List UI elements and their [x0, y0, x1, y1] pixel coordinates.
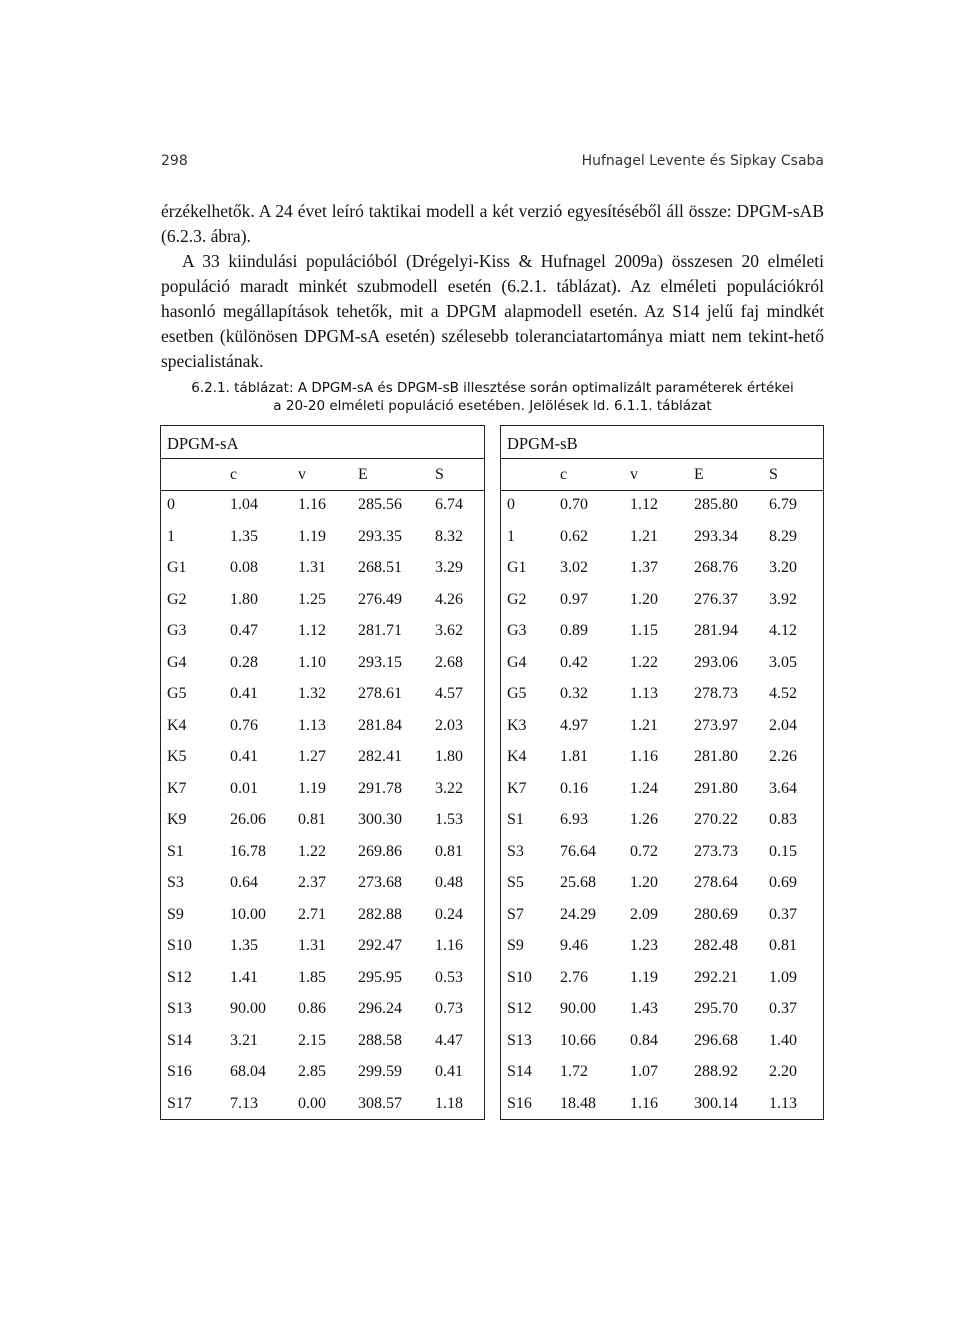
population-id-cell: K4: [507, 748, 527, 765]
value-cell: 0.16: [560, 779, 588, 797]
value-cell: 1.27: [298, 748, 326, 765]
value-cell: 4.52: [769, 685, 797, 702]
table-row: [501, 559, 823, 591]
value-cell: 0.64: [230, 874, 258, 891]
value-cell: 4.26: [435, 590, 463, 608]
population-id-cell: S13: [507, 1031, 532, 1049]
value-cell: 4.12: [769, 622, 797, 639]
value-cell: 288.58: [358, 1031, 402, 1049]
table-row: [161, 496, 484, 528]
value-cell: 26.06: [230, 811, 266, 828]
value-cell: 8.32: [435, 527, 463, 545]
value-cell: 288.92: [694, 1063, 738, 1080]
value-cell: 2.76: [560, 968, 588, 986]
population-id-cell: G3: [507, 622, 527, 639]
value-cell: 293.06: [694, 653, 738, 671]
value-cell: 285.80: [694, 496, 738, 513]
column-header: E: [694, 466, 704, 483]
table-row: [161, 843, 484, 875]
value-cell: 1.13: [630, 685, 658, 702]
value-cell: 4.47: [435, 1031, 463, 1049]
value-cell: 24.29: [560, 905, 596, 923]
table-row: [161, 528, 484, 560]
column-header: v: [298, 466, 306, 483]
header-divider: [161, 458, 484, 459]
value-cell: 1.12: [630, 496, 658, 513]
value-cell: 2.15: [298, 1031, 326, 1049]
table-row: [161, 1032, 484, 1064]
value-cell: 2.09: [630, 905, 658, 923]
table-row: [161, 748, 484, 780]
value-cell: 76.64: [560, 842, 596, 860]
value-cell: 0.53: [435, 968, 463, 986]
value-cell: 4.57: [435, 685, 463, 702]
value-cell: 278.73: [694, 685, 738, 702]
value-cell: 0.84: [630, 1031, 658, 1049]
value-cell: 1.20: [630, 874, 658, 891]
table-row: [501, 496, 823, 528]
value-cell: 0.00: [298, 1094, 326, 1112]
table-row: [161, 969, 484, 1001]
table-title: DPGM-sA: [167, 434, 239, 453]
table-title: DPGM-sB: [507, 434, 578, 453]
table-row: [501, 811, 823, 843]
value-cell: 300.14: [694, 1094, 738, 1112]
table-row: [161, 937, 484, 969]
value-cell: 276.49: [358, 590, 402, 608]
header-divider: [501, 458, 823, 459]
value-cell: 281.71: [358, 622, 402, 639]
value-cell: 1.31: [298, 937, 326, 954]
table-row: [501, 1032, 823, 1064]
body-text: [161, 199, 824, 374]
table-row: [501, 969, 823, 1001]
table-row: [161, 654, 484, 686]
running-head-authors: Hufnagel Levente és Sipkay Csaba: [581, 153, 824, 169]
value-cell: 269.86: [358, 842, 402, 860]
value-cell: 1.81: [560, 748, 588, 765]
population-id-cell: K7: [507, 779, 527, 797]
value-cell: 1.15: [630, 622, 658, 639]
table-row: [161, 780, 484, 812]
table-row: [161, 717, 484, 749]
value-cell: 292.21: [694, 968, 738, 986]
value-cell: 1.13: [769, 1094, 797, 1112]
value-cell: 282.48: [694, 937, 738, 954]
table-body: [501, 496, 823, 1126]
value-cell: 9.46: [560, 937, 588, 954]
table-row: [501, 937, 823, 969]
population-id-cell: S10: [167, 937, 192, 954]
value-cell: 1.40: [769, 1031, 797, 1049]
population-id-cell: G1: [507, 559, 527, 576]
value-cell: 0.37: [769, 1000, 797, 1017]
value-cell: 295.70: [694, 1000, 738, 1017]
value-cell: 0.72: [630, 842, 658, 860]
value-cell: 2.03: [435, 716, 463, 734]
table-row: [501, 843, 823, 875]
value-cell: 6.79: [769, 496, 797, 513]
table-row: [501, 748, 823, 780]
value-cell: 0.62: [560, 527, 588, 545]
population-id-cell: G5: [507, 685, 527, 702]
column-header: S: [435, 466, 444, 483]
value-cell: 1.21: [630, 527, 658, 545]
table-row: [501, 717, 823, 749]
value-cell: 0.89: [560, 622, 588, 639]
table-row: [161, 622, 484, 654]
value-cell: 0.81: [298, 811, 326, 828]
population-id-cell: S3: [167, 874, 184, 891]
table-row: [161, 559, 484, 591]
table-row: [501, 622, 823, 654]
value-cell: 4.97: [560, 716, 588, 734]
value-cell: 1.32: [298, 685, 326, 702]
value-cell: 1.20: [630, 590, 658, 608]
value-cell: 280.69: [694, 905, 738, 923]
value-cell: 3.05: [769, 653, 797, 671]
value-cell: 1.16: [298, 496, 326, 513]
value-cell: 3.02: [560, 559, 588, 576]
population-id-cell: 1: [167, 527, 175, 545]
value-cell: 1.16: [630, 748, 658, 765]
value-cell: 281.84: [358, 716, 402, 734]
table-row: [161, 906, 484, 938]
value-cell: 1.07: [630, 1063, 658, 1080]
value-cell: 90.00: [230, 1000, 266, 1017]
population-id-cell: S14: [167, 1031, 192, 1049]
value-cell: 1.23: [630, 937, 658, 954]
value-cell: 0.41: [435, 1063, 463, 1080]
value-cell: 291.78: [358, 779, 402, 797]
value-cell: 7.13: [230, 1094, 258, 1112]
population-id-cell: S16: [167, 1063, 192, 1080]
value-cell: 1.13: [298, 716, 326, 734]
table-row: [501, 1063, 823, 1095]
value-cell: 68.04: [230, 1063, 266, 1080]
value-cell: 10.00: [230, 905, 266, 923]
population-id-cell: G4: [167, 653, 187, 671]
value-cell: 273.73: [694, 842, 738, 860]
table-row: [501, 528, 823, 560]
table-body: [161, 496, 484, 1126]
value-cell: 1.24: [630, 779, 658, 797]
population-id-cell: S12: [507, 1000, 532, 1017]
population-id-cell: S9: [167, 905, 184, 923]
running-head: [161, 153, 824, 173]
value-cell: 0.28: [230, 653, 258, 671]
value-cell: 1.19: [630, 968, 658, 986]
value-cell: 276.37: [694, 590, 738, 608]
value-cell: 268.51: [358, 559, 402, 576]
table-caption-line-2: a 20-20 elméleti populáció esetében. Jelölések ld. 6.1.1. táblázat: [273, 398, 712, 414]
value-cell: 3.22: [435, 779, 463, 797]
value-cell: 1.19: [298, 779, 326, 797]
value-cell: 1.53: [435, 811, 463, 828]
value-cell: 3.20: [769, 559, 797, 576]
value-cell: 0.70: [560, 496, 588, 513]
value-cell: 292.47: [358, 937, 402, 954]
population-id-cell: 0: [167, 496, 175, 513]
page-number: 298: [161, 153, 188, 169]
value-cell: 2.85: [298, 1063, 326, 1080]
value-cell: 90.00: [560, 1000, 596, 1017]
population-id-cell: S1: [167, 842, 184, 860]
value-cell: 1.22: [298, 842, 326, 860]
value-cell: 3.64: [769, 779, 797, 797]
column-header: c: [560, 466, 568, 483]
header-divider: [501, 490, 823, 491]
value-cell: 285.56: [358, 496, 402, 513]
column-header: c: [230, 466, 238, 483]
value-cell: 3.29: [435, 559, 463, 576]
table-row: [161, 1000, 484, 1032]
value-cell: 8.29: [769, 527, 797, 545]
population-id-cell: S13: [167, 1000, 192, 1017]
value-cell: 1.80: [435, 748, 463, 765]
value-cell: 0.69: [769, 874, 797, 891]
value-cell: 282.41: [358, 748, 402, 765]
value-cell: 2.68: [435, 653, 463, 671]
value-cell: 270.22: [694, 811, 738, 828]
value-cell: 300.30: [358, 811, 402, 828]
value-cell: 0.08: [230, 559, 258, 576]
value-cell: 10.66: [560, 1031, 596, 1049]
value-cell: 1.41: [230, 968, 258, 986]
table-row: [161, 685, 484, 717]
value-cell: 1.80: [230, 590, 258, 608]
value-cell: 278.64: [694, 874, 738, 891]
value-cell: 273.68: [358, 874, 402, 891]
value-cell: 3.21: [230, 1031, 258, 1049]
value-cell: 1.43: [630, 1000, 658, 1017]
value-cell: 2.71: [298, 905, 326, 923]
value-cell: 308.57: [358, 1094, 402, 1112]
value-cell: 1.09: [769, 968, 797, 986]
value-cell: 16.78: [230, 842, 266, 860]
value-cell: 2.26: [769, 748, 797, 765]
value-cell: 18.48: [560, 1094, 596, 1112]
population-id-cell: K3: [507, 716, 527, 734]
population-id-cell: G3: [167, 622, 187, 639]
table-row: [501, 591, 823, 623]
population-id-cell: 0: [507, 496, 515, 513]
value-cell: 0.32: [560, 685, 588, 702]
value-cell: 1.35: [230, 937, 258, 954]
population-id-cell: K5: [167, 748, 187, 765]
table-row: [161, 1095, 484, 1127]
population-id-cell: S16: [507, 1094, 532, 1112]
value-cell: 278.61: [358, 685, 402, 702]
table-row: [501, 874, 823, 906]
table-row: [501, 906, 823, 938]
value-cell: 1.31: [298, 559, 326, 576]
value-cell: 2.37: [298, 874, 326, 891]
value-cell: 0.76: [230, 716, 258, 734]
table-row: [501, 1095, 823, 1127]
table-dpgm-sb: [500, 425, 824, 1120]
value-cell: 0.73: [435, 1000, 463, 1017]
paragraph-1: érzékelhetők. A 24 évet leíró taktikai modell a két verzió egyesítéséből áll össze: DPGM-sAB (6.2.3. ábra).: [161, 201, 824, 246]
column-header: v: [630, 466, 638, 483]
population-id-cell: S9: [507, 937, 524, 954]
population-id-cell: G2: [167, 590, 187, 608]
value-cell: 0.41: [230, 685, 258, 702]
value-cell: 293.34: [694, 527, 738, 545]
population-id-cell: G4: [507, 653, 527, 671]
population-id-cell: S12: [167, 968, 192, 986]
population-id-cell: S10: [507, 968, 532, 986]
value-cell: 291.80: [694, 779, 738, 797]
value-cell: 2.04: [769, 716, 797, 734]
value-cell: 1.35: [230, 527, 258, 545]
value-cell: 1.18: [435, 1094, 463, 1112]
table-row: [501, 780, 823, 812]
table-row: [161, 591, 484, 623]
value-cell: 3.92: [769, 590, 797, 608]
value-cell: 25.68: [560, 874, 596, 891]
table-row: [501, 654, 823, 686]
value-cell: 1.12: [298, 622, 326, 639]
value-cell: 273.97: [694, 716, 738, 734]
value-cell: 1.37: [630, 559, 658, 576]
value-cell: 0.01: [230, 779, 258, 797]
table-caption: [161, 379, 824, 415]
header-divider: [161, 490, 484, 491]
value-cell: 1.10: [298, 653, 326, 671]
value-cell: 296.24: [358, 1000, 402, 1017]
value-cell: 0.37: [769, 905, 797, 923]
value-cell: 299.59: [358, 1063, 402, 1080]
value-cell: 0.24: [435, 905, 463, 923]
value-cell: 0.47: [230, 622, 258, 639]
value-cell: 281.94: [694, 622, 738, 639]
population-id-cell: S1: [507, 811, 524, 828]
value-cell: 0.42: [560, 653, 588, 671]
value-cell: 296.68: [694, 1031, 738, 1049]
population-id-cell: 1: [507, 527, 515, 545]
table-row: [161, 811, 484, 843]
value-cell: 1.16: [630, 1094, 658, 1112]
value-cell: 0.97: [560, 590, 588, 608]
value-cell: 0.81: [435, 842, 463, 860]
population-id-cell: G2: [507, 590, 527, 608]
population-id-cell: S7: [507, 905, 524, 923]
value-cell: 1.19: [298, 527, 326, 545]
table-dpgm-sa: [160, 425, 485, 1120]
value-cell: 0.83: [769, 811, 797, 828]
value-cell: 1.85: [298, 968, 326, 986]
population-id-cell: S14: [507, 1063, 532, 1080]
value-cell: 0.86: [298, 1000, 326, 1017]
value-cell: 293.15: [358, 653, 402, 671]
value-cell: 2.20: [769, 1063, 797, 1080]
paragraph-2: A 33 kiindulási populációból (Drégelyi-Kiss & Hufnagel 2009a) összesen 20 elméleti populáció maradt minkét szubmodell esetén (6.2.1. táblázat). Az elméleti populációkról hasonló megállapítások tehetők, mit a DPGM alapmodell esetén. Az S14 jelű faj mindkét esetben (különösen DPGM-sA esetén) szélesebb toleranciatartománya miatt nem tekint-hető specialistának.: [161, 251, 824, 371]
value-cell: 1.16: [435, 937, 463, 954]
value-cell: 3.62: [435, 622, 463, 639]
population-id-cell: G5: [167, 685, 187, 702]
value-cell: 282.88: [358, 905, 402, 923]
value-cell: 1.72: [560, 1063, 588, 1080]
column-header: E: [358, 466, 368, 483]
value-cell: 281.80: [694, 748, 738, 765]
population-id-cell: K4: [167, 716, 187, 734]
value-cell: 0.48: [435, 874, 463, 891]
table-row: [501, 1000, 823, 1032]
value-cell: 0.41: [230, 748, 258, 765]
population-id-cell: S17: [167, 1094, 192, 1112]
value-cell: 295.95: [358, 968, 402, 986]
table-row: [161, 1063, 484, 1095]
population-id-cell: K9: [167, 811, 187, 828]
value-cell: 1.25: [298, 590, 326, 608]
population-id-cell: S3: [507, 842, 524, 860]
value-cell: 0.15: [769, 842, 797, 860]
value-cell: 1.21: [630, 716, 658, 734]
value-cell: 1.26: [630, 811, 658, 828]
population-id-cell: G1: [167, 559, 187, 576]
value-cell: 6.74: [435, 496, 463, 513]
value-cell: 0.81: [769, 937, 797, 954]
value-cell: 1.04: [230, 496, 258, 513]
value-cell: 1.22: [630, 653, 658, 671]
value-cell: 268.76: [694, 559, 738, 576]
population-id-cell: K7: [167, 779, 187, 797]
population-id-cell: S5: [507, 874, 524, 891]
value-cell: 293.35: [358, 527, 402, 545]
table-row: [161, 874, 484, 906]
table-row: [501, 685, 823, 717]
column-header: S: [769, 466, 778, 483]
table-caption-line-1: 6.2.1. táblázat: A DPGM-sA és DPGM-sB illesztése során optimalizált paraméterek értékei: [191, 380, 794, 396]
value-cell: 6.93: [560, 811, 588, 828]
